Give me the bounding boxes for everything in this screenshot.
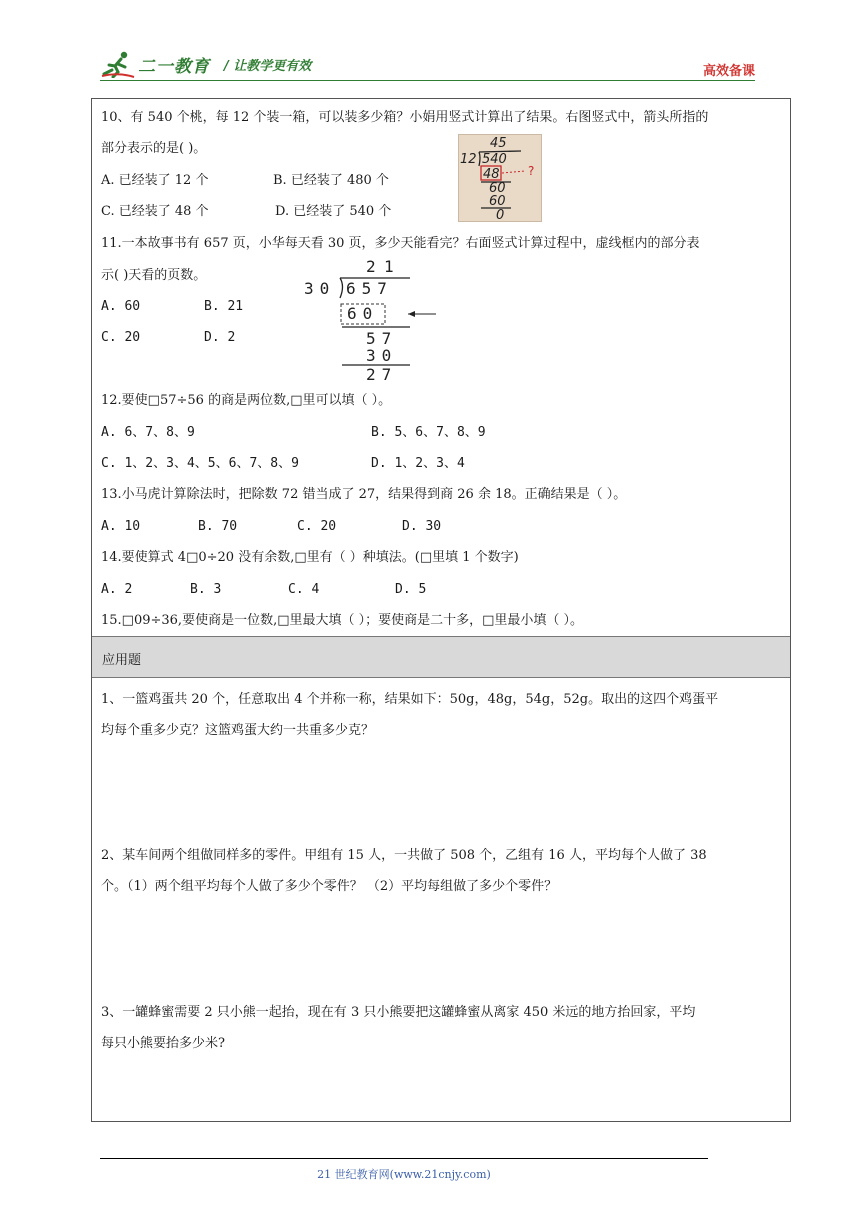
q10-option-c: C. 已经装了 48 个 — [101, 204, 209, 219]
q11-boxed-value: 60 — [347, 304, 379, 323]
q11-dividend: 657 — [346, 279, 393, 298]
q13-option-c: C. 20 — [297, 519, 337, 534]
q13-text: 13.小马虎计算除法时，把除数 72 错当成了 27，结果得到商 26 余 18。正确结果是（ ）。 — [101, 487, 627, 502]
applied-problems-section-header — [92, 636, 790, 678]
photo-divisor: 12 — [460, 152, 477, 167]
page-header — [100, 50, 755, 80]
q10-text-line1: 10、有 540 个桃，每 12 个装一箱，可以装多少箱？小娟用竖式计算出了结果。右图竖式中，箭头所指的 — [101, 110, 709, 125]
brand-logo — [100, 50, 311, 78]
problem1-text-line2: 均每个重多少克？这篮鸡蛋大约一共重多少克？ — [101, 723, 375, 738]
q14-option-c: C. 4 — [288, 582, 320, 597]
footer-divider — [100, 1158, 708, 1159]
handwritten-division-figure — [459, 135, 541, 221]
problem2-text-line1: 2、某车间两个组做同样多的零件。甲组有 15 人，一共做了 508 个，乙组有 16 人，平均每个人做了 38 — [101, 848, 707, 863]
q11-option-a: A. 60 — [101, 299, 141, 314]
q10-option-a: A. 已经装了 12 个 — [101, 173, 209, 188]
q14-option-a: A. 2 — [101, 582, 133, 597]
q11-remainder1: 57 — [366, 329, 398, 348]
q15-text: 15.□09÷36,要使商是一位数,□里最大填（ ）；要使商是二十多，□里最小填（ ）。 — [101, 613, 584, 628]
q14-option-d: D. 5 — [395, 582, 427, 597]
q13-option-a: A. 10 — [101, 519, 141, 534]
header-divider — [100, 80, 755, 81]
q14-text: 14.要使算式 4□0÷20 没有余数,□里有（ ）种填法。(□里填 1 个数字) — [101, 550, 519, 565]
q12-text: 12.要使□57÷56 的商是两位数,□里可以填（ ）。 — [101, 393, 392, 408]
long-division-diagram — [304, 258, 436, 384]
q11-long-division-figure — [304, 258, 436, 384]
runner-logo-icon — [100, 50, 136, 78]
photo-final-remainder: 0 — [496, 208, 505, 221]
q10-text-line2: 部分表示的是( )。 — [101, 141, 207, 156]
q11-divisor: 30 — [304, 279, 336, 298]
photo-remainder1: 60 — [489, 181, 506, 196]
q11-text-line1: 11.一本故事书有 657 页，小华每天看 30 页，多少天能看完？右面竖式计算过程中，虚线框内的部分表 — [101, 236, 700, 251]
q11-option-c: C. 20 — [101, 330, 141, 345]
q10-handwritten-division-photo — [458, 134, 542, 222]
photo-boxed-value: 48 — [483, 167, 500, 182]
q14-option-b: B. 3 — [190, 582, 222, 597]
q11-remainder2: 30 — [366, 346, 398, 365]
q13-option-d: D. 30 — [402, 519, 442, 534]
brand-slogan: / 让教学更有效 — [224, 58, 312, 74]
photo-quotient: 45 — [490, 136, 507, 151]
problem2-text-line2: 个。（1）两个组平均每个人做了多少个零件？ （2）平均每组做了多少个零件？ — [101, 879, 558, 894]
q11-option-d: D. 2 — [204, 330, 236, 345]
q11-text-line2: 示( )天看的页数。 — [101, 268, 207, 283]
brand-name: 二一教育 — [138, 56, 210, 77]
problem1-text-line1: 1、一篮鸡蛋共 20 个，任意取出 4 个并称一称，结果如下：50g，48g，54g，52g。取出的这四个鸡蛋平 — [101, 692, 719, 707]
q10-option-d: D. 已经装了 540 个 — [275, 204, 392, 219]
q13-option-b: B. 70 — [198, 519, 238, 534]
photo-remainder2: 60 — [489, 194, 506, 209]
q11-option-b: B. 21 — [204, 299, 244, 314]
footer-text: 21 世纪教育网(www.21cnjy.com) — [317, 1168, 491, 1181]
q10-option-b: B. 已经装了 480 个 — [273, 173, 389, 188]
q11-quotient-digit1: 2 — [366, 258, 376, 276]
q12-option-d: D. 1、2、3、4 — [371, 456, 465, 471]
problem3-text-line2: 每只小熊要抬多少米? — [101, 1036, 225, 1051]
q11-final-remainder: 27 — [366, 365, 398, 384]
q11-quotient-digit2: 1 — [384, 258, 394, 276]
q12-option-a: A. 6、7、8、9 — [101, 425, 195, 440]
q12-option-c: C. 1、2、3、4、5、6、7、8、9 — [101, 456, 299, 471]
photo-question-mark: ? — [528, 164, 535, 178]
q12-option-b: B. 5、6、7、8、9 — [371, 425, 486, 440]
header-tag: 高效备课 — [702, 64, 755, 79]
photo-dividend: 540 — [482, 152, 507, 167]
section-title: 应用题 — [102, 653, 142, 668]
problem3-text-line1: 3、一罐蜂蜜需要 2 只小熊一起抬，现在有 3 只小熊要把这罐蜂蜜从离家 450 米远的地方抬回家，平均 — [101, 1005, 696, 1020]
